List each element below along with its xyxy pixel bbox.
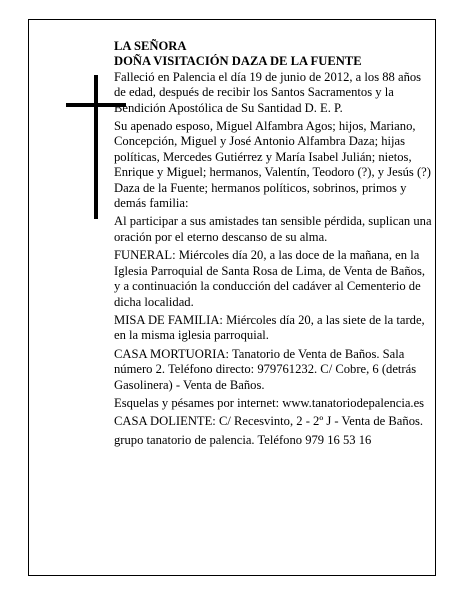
obituary-notice: [28, 19, 436, 576]
mourning-home: CASA DOLIENTE: C/ Recesvinto, 2 - 2º J - Venta de Baños.: [114, 414, 424, 429]
cross-vertical-bar: [94, 75, 98, 219]
death-announcement: Falleció en Palencia el día 19 de junio de 2012, a los 88 años de edad, después de recibir los Santos Sacramentos y la Bendición Apostólica de Su Santidad D. E. P.: [114, 69, 422, 115]
condolences-web: Esquelas y pésames por internet: www.tanatoriodepalencia.es: [114, 395, 425, 410]
funeral-home-contact: grupo tanatorio de palencia. Teléfono 979 16 53 16: [114, 432, 372, 447]
notice-text: [114, 39, 434, 451]
prayer-request: Al participar a sus amistades tan sensible pérdida, suplican una oración por el eterno descanso de su alma.: [114, 214, 432, 244]
funeral-info: FUNERAL: Miércoles día 20, a las doce de la mañana, en la Iglesia Parroquial de Santa Rosa de Lima, de Venta de Baños, y a continuación la conducción del cadáver al Cementerio de dicha localidad.: [114, 248, 426, 309]
notice-title-line-1: LA SEÑORA: [114, 39, 187, 53]
family-mass-info: MISA DE FAMILIA: Miércoles día 20, a las siete de la tarde, en la misma iglesia parroquial.: [114, 312, 425, 343]
family-list: Su apenado esposo, Miguel Alfambra Agos; hijos, Mariano, Concepción, Miguel y José Antonio Alfambra Daza; hijas políticas, Mercedes Gutiérrez y María Isabel Julián; nietos, Enrique y Miguel; hermanos, Valentín, Teodoro (?), y Jesús (?) Daza de la Fuente; hermanos políticos, sobrinos, primos y demás familia:: [114, 119, 431, 211]
mortuary-info: CASA MORTUORIA: Tanatorio de Venta de Baños. Sala número 2. Teléfono directo: 979761232. C/ Cobre, 6 (detrás Gasolinera) - Venta de Baños.: [114, 346, 417, 392]
deceased-name: DOÑA VISITACIÓN DAZA DE LA FUENTE: [114, 54, 362, 69]
